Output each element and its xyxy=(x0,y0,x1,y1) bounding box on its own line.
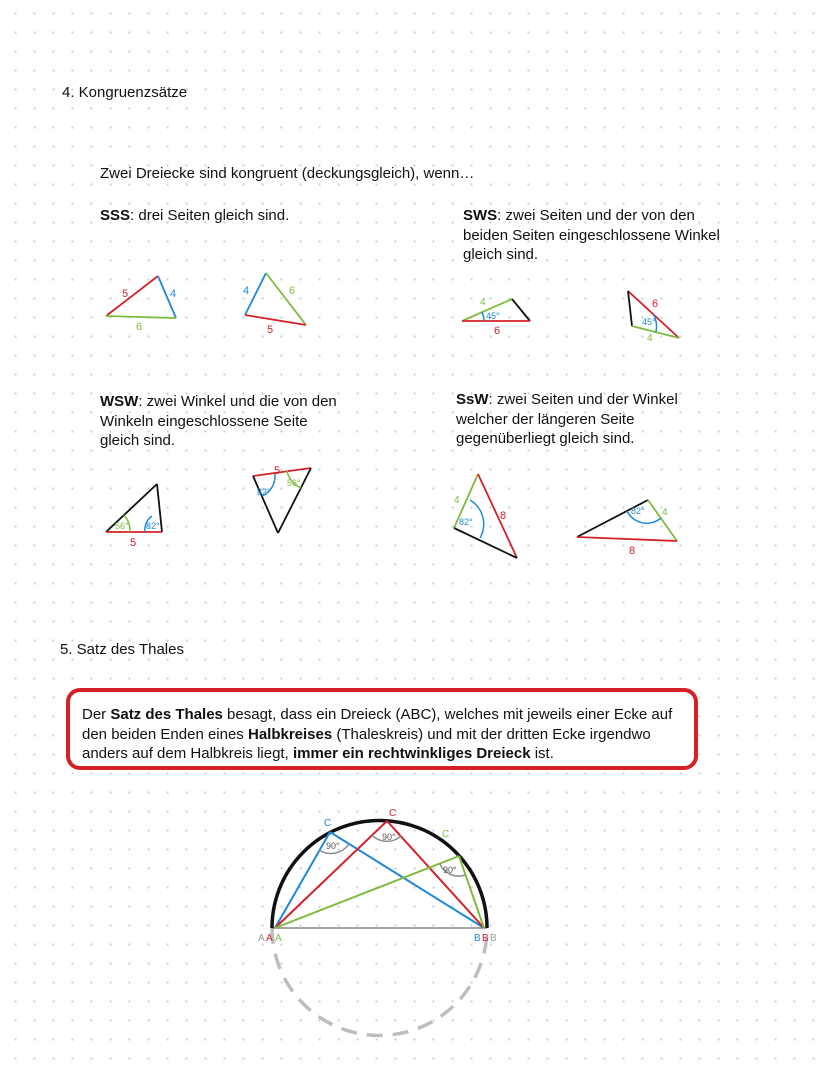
sss2-label-red: 5 xyxy=(267,324,274,336)
box-text-1: Der xyxy=(82,706,111,723)
thales-label-c-red: C xyxy=(389,808,397,819)
ssw1-side-red xyxy=(478,474,517,558)
thales-label-a-green: A xyxy=(275,933,282,944)
thales-green-side-ac xyxy=(275,856,459,928)
sws-abbr: SWS xyxy=(463,207,498,224)
ssw-triangle-2 xyxy=(577,500,677,557)
thales-angle-label-blue: 90° xyxy=(326,841,340,851)
thales-angle-label-green: 90° xyxy=(443,865,457,875)
wsw-line3: gleich sind. xyxy=(100,432,176,449)
intro-text: Zwei Dreiecke sind kongruent (deckungsgleich), wenn… xyxy=(100,165,475,182)
sws-line1: : zwei Seiten und der von den xyxy=(497,207,695,224)
section-4-title: 4. Kongruenzsätze xyxy=(62,84,188,101)
wsw2-angle-label-blue: 82° xyxy=(257,487,271,497)
thales-lower-dashed-arc xyxy=(272,928,487,1036)
section-5-title: 5. Satz des Thales xyxy=(60,641,184,658)
wsw-line1: : zwei Winkel und die von den xyxy=(138,393,337,410)
thales-label-a-red: A xyxy=(266,933,273,944)
sws1-label-green: 4 xyxy=(480,297,486,308)
sws2-angle-label: 45° xyxy=(642,317,656,327)
sss2-side-red xyxy=(245,315,306,325)
sws-line3: gleich sind. xyxy=(463,246,539,263)
sws1-angle-arc xyxy=(482,312,484,321)
sws2-label-red: 6 xyxy=(652,298,659,310)
sws-line2: beiden Seiten eingeschlossene Winkel xyxy=(463,226,720,244)
thales-label-b-green: B xyxy=(490,933,497,944)
wsw1-angle-label-blue: 82° xyxy=(146,521,160,531)
ssw2-label-green: 4 xyxy=(662,507,668,518)
wsw2-side-black-1 xyxy=(253,476,278,533)
ssw1-label-green: 4 xyxy=(454,495,460,506)
sws-triangle-1 xyxy=(462,297,530,337)
sss1-label-green: 6 xyxy=(136,321,143,333)
sws2-side-black xyxy=(628,291,632,326)
sws1-side-black xyxy=(512,299,530,321)
thales-label-b-blue: B xyxy=(474,933,481,944)
ssw-abbr: SsW xyxy=(456,391,489,408)
wsw-triangle-2 xyxy=(253,465,311,533)
ssw-line2: welcher der längeren Seite xyxy=(456,410,635,428)
sws-triangle-2 xyxy=(628,291,679,344)
wsw2-side-red xyxy=(253,468,311,476)
box-bold-satz: Satz des Thales xyxy=(110,706,223,723)
box-text-4: ist. xyxy=(530,745,554,762)
wsw2-angle-label-green: 56° xyxy=(287,478,301,488)
thales-label-b-red: B xyxy=(482,933,489,944)
sws2-label-green: 4 xyxy=(647,333,653,344)
box-text-3: (Thaleskreis) und mit der dritten Ecke irgendwo anders auf dem Halbkreis liegt, xyxy=(82,725,651,762)
ssw1-label-red: 8 xyxy=(500,510,507,522)
wsw-triangle-1 xyxy=(106,484,162,549)
sss2-label-green: 6 xyxy=(289,285,296,297)
sss-abbr: SSS xyxy=(100,207,131,224)
sws1-angle-label: 45° xyxy=(486,311,500,321)
box-bold-rechtwinklig: immer ein rechtwinkliges Dreieck xyxy=(292,745,531,762)
sss1-label-red: 5 xyxy=(122,288,129,300)
thales-label-a-gray: A xyxy=(258,933,265,944)
sss1-label-blue: 4 xyxy=(170,288,177,300)
ssw1-side-black xyxy=(454,528,517,558)
thales-blue-side-bc xyxy=(330,832,484,928)
wsw1-label-red: 5 xyxy=(130,537,137,549)
sss-text: : drei Seiten gleich sind. xyxy=(130,207,290,224)
wsw2-label-red: 5 xyxy=(274,465,281,477)
ssw1-angle-label: 82° xyxy=(459,517,473,527)
sss2-label-blue: 4 xyxy=(243,285,250,297)
sss1-side-green xyxy=(106,316,176,318)
thales-label-c-green: C xyxy=(442,829,450,840)
wsw1-angle-label-green: 56° xyxy=(115,521,129,531)
sss1-side-red xyxy=(106,276,158,316)
ssw2-label-red: 8 xyxy=(629,545,636,557)
ssw-line3: gegenüberliegt gleich sind. xyxy=(456,430,635,447)
wsw-line2: Winkeln eingeschlossene Seite xyxy=(100,412,308,430)
thales-figure xyxy=(258,808,497,1036)
wsw-abbr: WSW xyxy=(100,393,139,410)
sss-triangle-1 xyxy=(106,276,176,333)
box-bold-halbkreis: Halbkreises xyxy=(247,725,333,743)
sss2-side-green xyxy=(266,273,306,325)
sws1-label-red: 6 xyxy=(494,325,501,337)
thales-label-c-blue: C xyxy=(324,818,332,829)
box-text-2: besagt, dass ein Dreieck (ABC), welches mit jeweils einer Ecke auf den beiden Enden eines xyxy=(82,706,673,743)
ssw2-side-red xyxy=(577,537,677,541)
thales-angle-label-red: 90° xyxy=(382,832,396,842)
sss-triangle-2 xyxy=(243,273,306,336)
ssw2-angle-label: 82° xyxy=(631,506,645,516)
thales-red-side-ac xyxy=(275,821,387,928)
ssw-triangle-1 xyxy=(454,474,517,558)
ssw-line1: : zwei Seiten und der Winkel xyxy=(488,391,678,408)
